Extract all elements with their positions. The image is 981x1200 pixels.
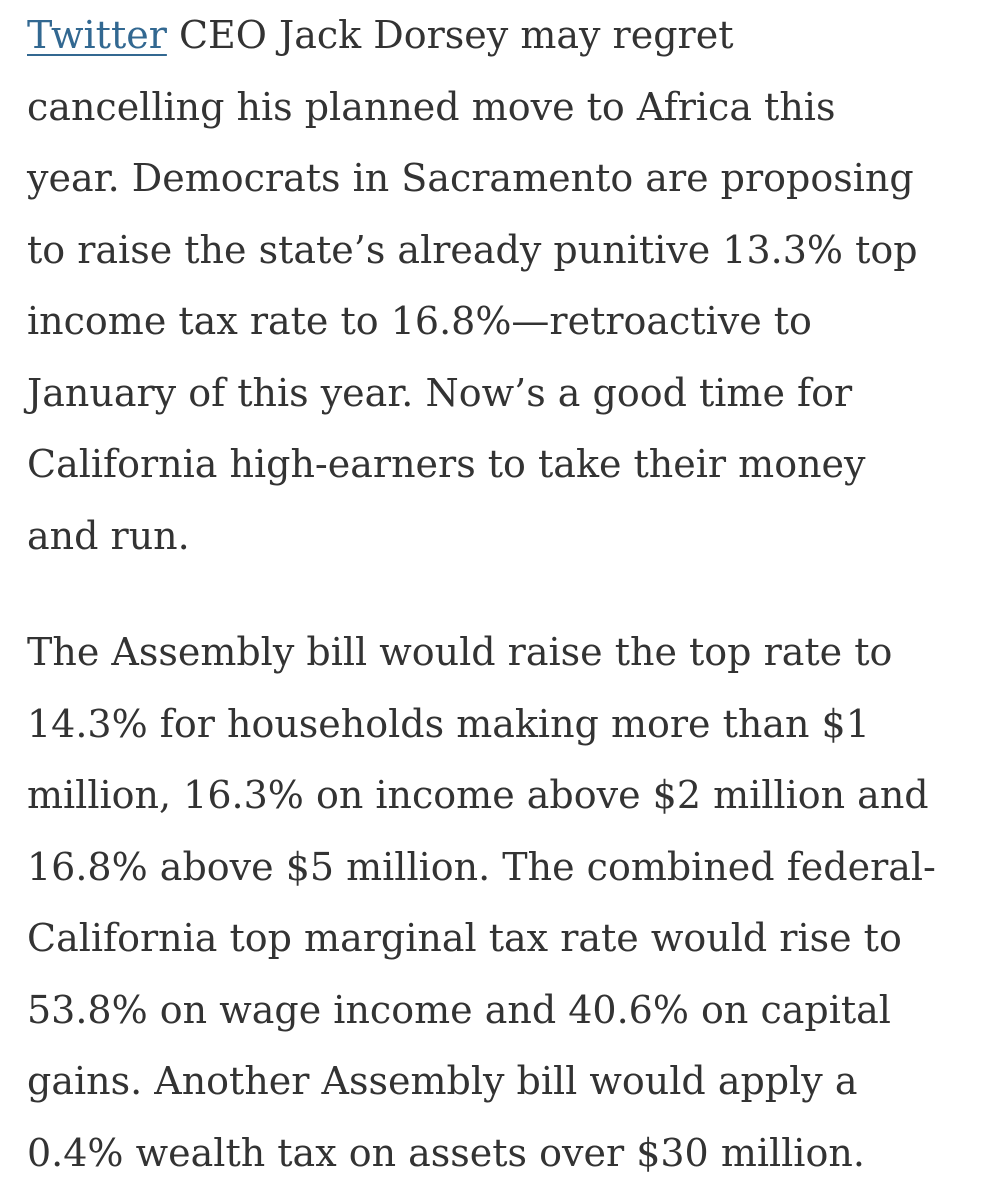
paragraph-2-line-4: 16.8% above $5 million. The combined federal- [27,844,936,889]
paragraph-1-line-8: and run. [27,513,190,558]
paragraph-2-line-1: The Assembly bill would raise the top rate to [27,630,893,674]
paragraph-2-line-7: gains. Another Assembly bill would apply a [27,1059,858,1103]
paragraph-1-line-1 [27,0,918,72]
paragraph-1-line-4: to raise the state’s already punitive 13.3% top [27,227,918,272]
twitter-link[interactable]: Twitter [27,13,167,57]
paragraph-1-line-6: January of this year. Now’s a good time for [27,370,853,415]
paragraph-1-line-1-text: CEO Jack Dorsey may regret [166,13,734,57]
paragraph-2-line-3: million, 16.3% on income above $2 million and [27,773,929,817]
paragraph-2-line-6: 53.8% on wage income and 40.6% on capital [27,987,891,1032]
paragraph-2-line-2: 14.3% for households making more than $1 [27,701,870,746]
paragraph-1-line-2: cancelling his planned move to Africa this [27,84,836,129]
paragraph-1-line-3: year. Democrats in Sacramento are proposing [27,156,914,200]
paragraph-2-line-5: California top marginal tax rate would rise to [27,916,902,960]
paragraph-2-line-8: 0.4% wealth tax on assets over $30 million. [27,1130,865,1175]
paragraph-1-line-5: income tax rate to 16.8%—retroactive to [27,299,812,343]
paragraph-2 [27,617,936,1189]
paragraph-1-line-7: California high-earners to take their money [27,442,866,486]
paragraph-1 [27,0,918,572]
